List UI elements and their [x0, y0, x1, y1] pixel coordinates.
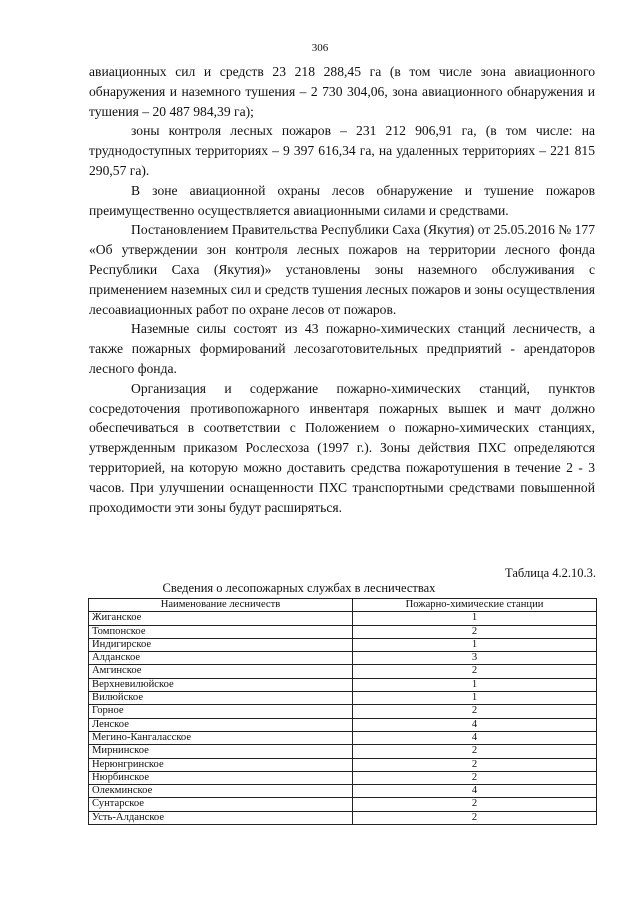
- forestry-name-cell: Ленское: [89, 718, 353, 731]
- fire-station-count-cell: 4: [353, 731, 597, 744]
- table-row: [89, 705, 597, 718]
- table-row: [89, 785, 597, 798]
- table-row: [89, 771, 597, 784]
- fire-station-count-cell: 2: [353, 811, 597, 824]
- fire-station-count-cell: 4: [353, 785, 597, 798]
- forestry-name-cell: Вилюйское: [89, 692, 353, 705]
- fire-station-count-cell: 2: [353, 771, 597, 784]
- forestry-name-cell: Усть-Алданское: [89, 811, 353, 824]
- table-row: [89, 718, 597, 731]
- table-row: [89, 731, 597, 744]
- paragraph: Организация и содержание пожарно-химических станций, пунктов сосредоточения противопожарного инвентаря пожарных вышек и мачт должно обеспечиваться в соответствии с Положением о пожарно-химических станциях, утвержденным приказом Рослесхоза (1997 г.). Зоны действия ПХС определяются территорией, на которую можно доставить средства пожаротушения в течение 2 - 3 часов. При улучшении оснащенности ПХС транспортными средствами повышенной проходимости эти зоны будут расширяться.: [89, 380, 595, 515]
- table-row: [89, 625, 597, 638]
- paragraph: авиационных сил и средств 23 218 288,45 га (в том числе зона авиационного обнаружения и наземного тушения – 2 730 304,06, зона авиационного обнаружения и тушения – 20 487 984,39 га);: [89, 64, 595, 119]
- forestry-name-cell: Алданское: [89, 652, 353, 665]
- forestry-name-cell: Амгинское: [89, 665, 353, 678]
- column-header-fire-stations: Пожарно-химические станции: [353, 599, 597, 612]
- paragraph: В зоне авиационной охраны лесов обнаружение и тушение пожаров преимущественно осуществляется авиационными силами и средствами.: [89, 182, 595, 218]
- fire-station-count-cell: 2: [353, 625, 597, 638]
- forestry-name-cell: Индигирское: [89, 638, 353, 651]
- table-row: [89, 692, 597, 705]
- forestry-name-cell: Томпонское: [89, 625, 353, 638]
- column-header-forestry-name: Наименование лесничеств: [89, 599, 353, 612]
- forestry-name-cell: Олекминское: [89, 785, 353, 798]
- fire-station-count-cell: 2: [353, 798, 597, 811]
- table-row: [89, 652, 597, 665]
- table-row: [89, 665, 597, 678]
- fire-station-count-cell: 2: [353, 745, 597, 758]
- fire-station-count-cell: 3: [353, 652, 597, 665]
- table-header-row: [89, 599, 597, 612]
- forestry-name-cell: Мегино-Кангаласское: [89, 731, 353, 744]
- fire-station-count-cell: 1: [353, 612, 597, 625]
- forestry-name-cell: Горное: [89, 705, 353, 718]
- table-row: [89, 678, 597, 691]
- table-row: [89, 612, 597, 625]
- fire-station-count-cell: 2: [353, 665, 597, 678]
- page-number: 306: [311, 42, 329, 54]
- fire-station-count-cell: 2: [353, 758, 597, 771]
- paragraph: Наземные силы состоят из 43 пожарно-химических станций лесничеств, а также пожарных формирований лесозаготовительных предприятий - арендаторов лесного фонда.: [89, 321, 595, 376]
- table-title: Сведения о лесопожарных службах в лесничествах: [162, 581, 436, 595]
- table-number: Таблица 4.2.10.3.: [505, 566, 596, 580]
- forestry-name-cell: Верхневилюйское: [89, 678, 353, 691]
- forestry-name-cell: Жиганское: [89, 612, 353, 625]
- fire-station-count-cell: 4: [353, 718, 597, 731]
- forestry-fire-services-table: [88, 598, 597, 825]
- table-row: [89, 745, 597, 758]
- paragraph: зоны контроля лесных пожаров – 231 212 906,91 га, (в том числе: на труднодоступных территориях – 9 397 616,34 га, на удаленных территориях – 221 815 290,57 га).: [89, 123, 595, 178]
- fire-station-count-cell: 2: [353, 705, 597, 718]
- table-row: [89, 638, 597, 651]
- forestry-name-cell: Нюрбинское: [89, 771, 353, 784]
- forestry-name-cell: Мирнинское: [89, 745, 353, 758]
- table-row: [89, 798, 597, 811]
- table-row: [89, 811, 597, 824]
- fire-station-count-cell: 1: [353, 638, 597, 651]
- forestry-name-cell: Сунтарское: [89, 798, 353, 811]
- forestry-name-cell: Нерюнгринское: [89, 758, 353, 771]
- table-row: [89, 758, 597, 771]
- paragraph: Постановлением Правительства Республики Саха (Якутия) от 25.05.2016 № 177 «Об утверждении зон контроля лесных пожаров на территории лесного фонда Республики Саха (Якутия)» установлены зоны наземного обслуживания с применением наземных сил и средств тушения лесных пожаров и зоны осуществления лесоавиационных работ по охране лесов от пожаров.: [89, 222, 596, 317]
- fire-station-count-cell: 1: [353, 678, 597, 691]
- body-text: [89, 62, 595, 517]
- table-body: [89, 612, 597, 825]
- fire-station-count-cell: 1: [353, 692, 597, 705]
